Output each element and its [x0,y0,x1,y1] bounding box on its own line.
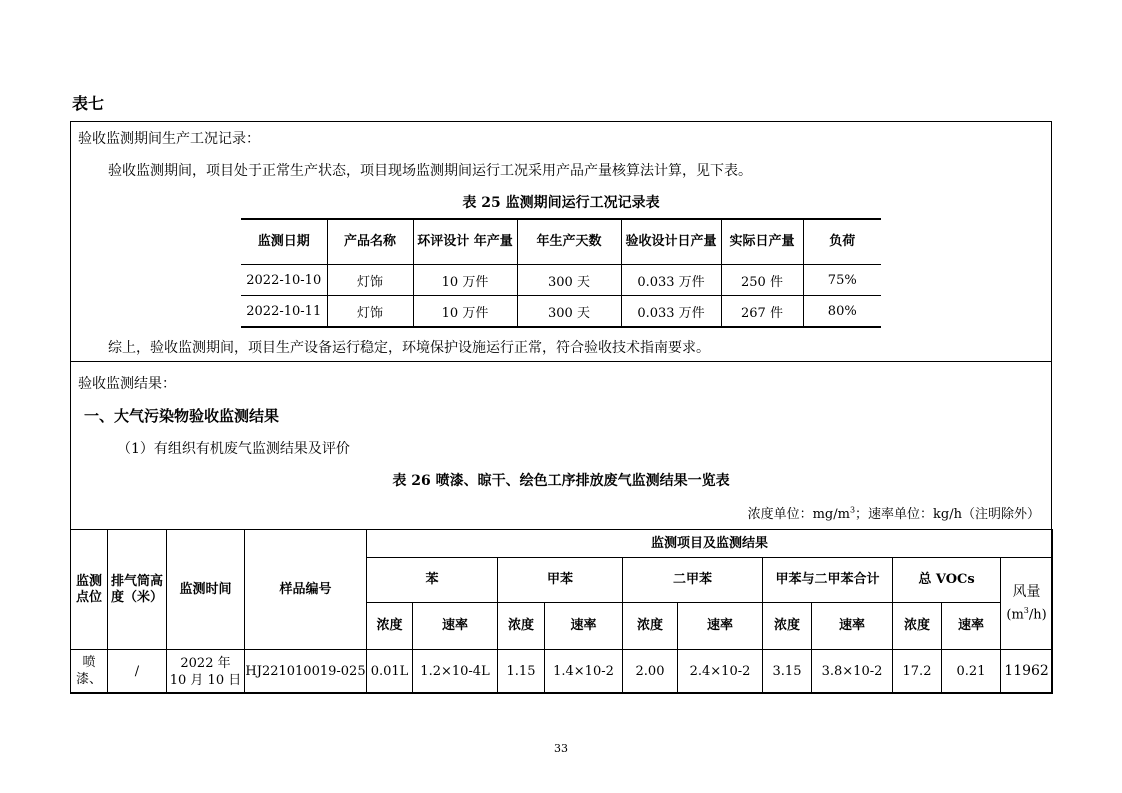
cell-benzene-rate: 1.2×10-4L [413,650,498,694]
header-stack-height: 排气筒高度（米） [108,530,167,650]
unit-note-rate: ；速率单位：kg/h（注明除外） [855,507,1040,522]
header-product: 产品名称 [327,219,413,265]
cell-date: 2022-10-10 [241,265,327,296]
production-label: 验收监测期间生产工况记录： [78,131,260,147]
unit-note-superscript: 3 [849,505,856,515]
cell-design-capacity: 10 万件 [413,265,517,296]
header-xylene-rate: 速率 [678,603,763,650]
cell-actual-daily-output: 267 件 [721,296,803,328]
header-air-flow-label: 风量 [1012,583,1041,600]
cell-monitoring-time [167,650,245,694]
cell-date: 2022-10-11 [241,296,327,328]
header-total-rate: 速率 [812,603,893,650]
production-intro: 验收监测期间，项目处于正常生产状态，项目现场监测期间运行工况采用产品产量核算法计算，见下表。 [108,163,752,179]
production-conclusion: 综上，验收监测期间，项目生产设备运行稳定，环境保护设施运行正常，符合验收技术指南要求。 [108,340,710,356]
table-row [241,296,881,328]
header-design-capacity: 环评设计 年产量 [413,219,517,265]
cell-air-flow: 11962 [1001,650,1053,694]
cell-monitoring-point: 喷漆、 [71,650,108,694]
header-sample-id: 样品编号 [245,530,367,650]
section-heading: 表七 [72,94,105,113]
results-heading: 一、大气污染物验收监测结果 [84,407,280,425]
header-vocs-rate: 速率 [942,603,1001,650]
header-benzene-concentration: 浓度 [367,603,413,650]
unit-note [748,503,1040,522]
table-26-title: 表 26 喷漆、晾干、绘色工序排放废气监测结果一览表 [392,473,730,489]
cell-toluene-rate: 1.4×10-2 [545,650,623,694]
cell-load: 80% [803,296,881,328]
cell-actual-daily-output: 250 件 [721,265,803,296]
results-label: 验收监测结果： [78,376,176,392]
header-air-flow-unit-sup: 3 [1023,605,1029,615]
cell-product: 灯饰 [327,296,413,328]
cell-benzene-concentration: 0.01L [367,650,413,694]
cell-stack-height: / [108,650,167,694]
header-vocs-concentration: 浓度 [893,603,942,650]
table-row [241,265,881,296]
cell-total-rate: 3.8×10-2 [812,650,893,694]
header-benzene-rate: 速率 [413,603,498,650]
cell-design-daily-output: 0.033 万件 [621,296,721,328]
header-load: 负荷 [803,219,881,265]
exhaust-monitoring-table [70,529,1053,694]
cell-design-daily-output: 0.033 万件 [621,265,721,296]
cell-design-capacity: 10 万件 [413,296,517,328]
cell-vocs-concentration: 17.2 [893,650,942,694]
cell-monitoring-year: 2022 年 [180,655,231,671]
header-monitoring-items: 监测项目及监测结果 [367,530,1053,558]
unit-note-concentration: 浓度单位：mg/m [747,507,850,522]
cell-xylene-concentration: 2.00 [623,650,678,694]
cell-production-days: 300 天 [517,265,621,296]
header-monitoring-point: 监测点位 [71,530,108,650]
results-subheading: （1）有组织有机废气监测结果及评价 [117,441,350,457]
cell-vocs-rate: 0.21 [942,650,1001,694]
header-total-concentration: 浓度 [763,603,812,650]
cell-toluene-concentration: 1.15 [498,650,545,694]
header-date: 监测日期 [241,219,327,265]
cell-production-days: 300 天 [517,296,621,328]
header-xylene-concentration: 浓度 [623,603,678,650]
cell-total-concentration: 3.15 [763,650,812,694]
cell-load: 75% [803,265,881,296]
header-benzene: 苯 [367,558,498,603]
header-toluene: 甲苯 [498,558,623,603]
header-toluene-rate: 速率 [545,603,623,650]
header-actual-daily-output: 实际日产量 [721,219,803,265]
header-air-flow-unit-a: (m [1006,607,1024,623]
table-25-title: 表 25 监测期间运行工况记录表 [462,195,660,211]
page-number: 33 [554,742,568,755]
cell-sample-id: HJ221010019-025 [245,650,367,694]
cell-xylene-rate: 2.4×10-2 [678,650,763,694]
header-production-days: 年生产天数 [517,219,621,265]
table-25-header-row [241,219,881,265]
cell-product: 灯饰 [327,265,413,296]
header-air-flow [1001,558,1053,650]
header-xylene: 二甲苯 [623,558,763,603]
header-air-flow-unit-b: /h) [1028,607,1047,623]
header-design-daily-output: 验收设计日产量 [621,219,721,265]
table-row [71,650,1053,694]
cell-monitoring-date: 10 月 10 日 [169,672,242,688]
header-total-vocs: 总 VOCs [893,558,1001,603]
header-toluene-xylene-total: 甲苯与二甲苯合计 [763,558,893,603]
header-toluene-concentration: 浓度 [498,603,545,650]
header-monitoring-time: 监测时间 [167,530,245,650]
operating-conditions-table [241,218,881,328]
section-divider [70,361,1052,362]
table-26-header-row-1 [71,530,1053,558]
